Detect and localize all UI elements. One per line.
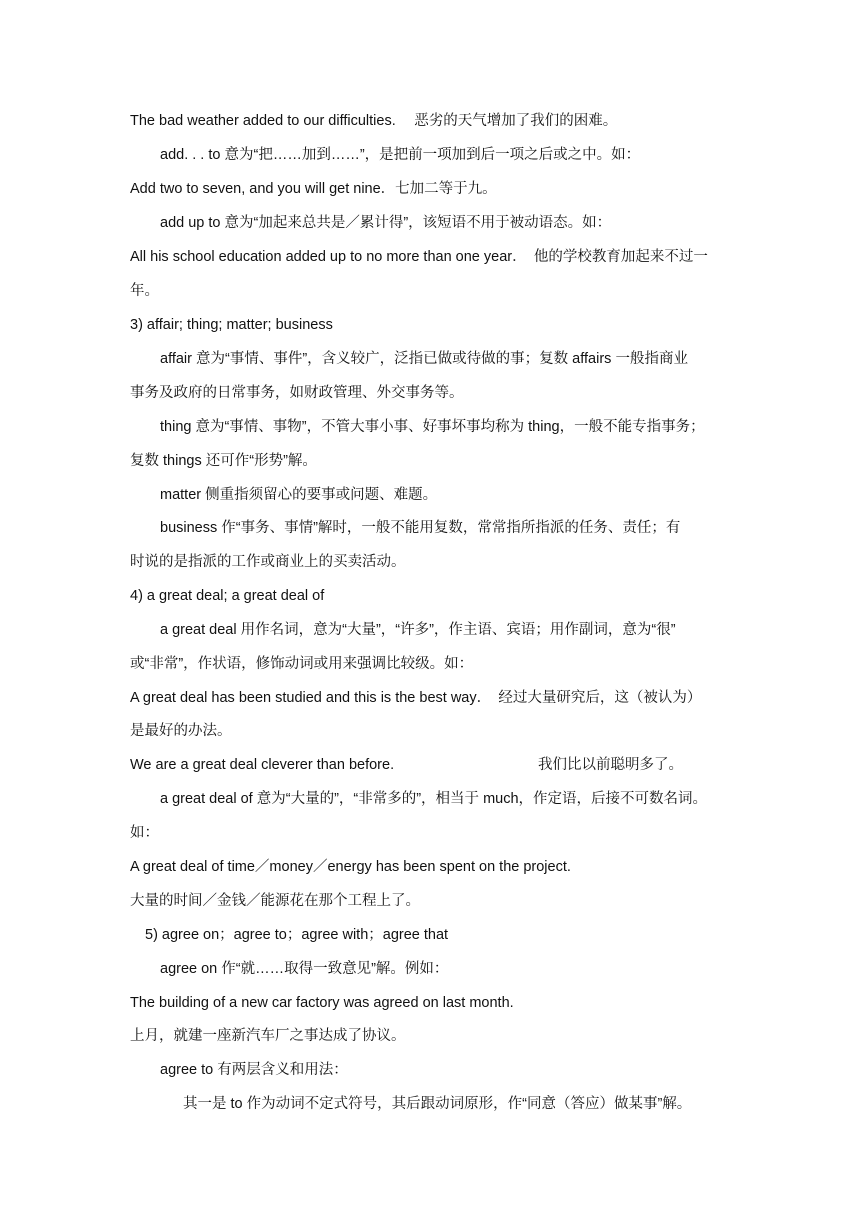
text-line: 大量的时间／金钱／能源花在那个工程上了。: [130, 893, 420, 909]
text-line: add. . . to 意为“把……加到……”，是把前一项加到后一项之后或之中。如：: [160, 147, 641, 163]
text-line: 上月，就建一座新汽车厂之事达成了协议。: [130, 1028, 406, 1044]
text-line: a great deal 用作名词，意为“大量”，“许多”，作主语、宾语；用作副词，意为“很”: [160, 622, 676, 638]
text-line: The bad weather added to our difficulties. 恶劣的天气增加了我们的困难。: [130, 113, 618, 129]
text-line: matter 侧重指须留心的要事或问题、难题。: [160, 487, 438, 503]
text-line: 其一是 to 作为动词不定式符号，其后跟动词原形，作“同意（答应）做某事”解。: [183, 1096, 692, 1112]
text-line: All his school education added up to no more than one year． 他的学校教育加起来不过一: [130, 249, 708, 265]
text-line: 如：: [130, 825, 159, 841]
text-line: Add two to seven, and you will get nine．七加二等于九。: [130, 181, 497, 197]
section-heading: 4) a great deal; a great deal of: [130, 588, 325, 604]
text-line: 或“非常”，作状语，修饰动词或用来强调比较级。如：: [130, 656, 474, 672]
text-line: 年。: [130, 283, 159, 299]
text-line: a great deal of 意为“大量的”，“非常多的”，相当于 much，作定语，后接不可数名词。: [160, 791, 708, 807]
text-line: 是最好的办法。: [130, 723, 232, 739]
text-line-translation: 我们比以前聪明多了。: [538, 757, 683, 773]
text-line: 事务及政府的日常事务，如财政管理、外交事务等。: [130, 385, 464, 401]
text-line: agree to 有两层含义和用法：: [160, 1062, 348, 1078]
text-line: We are a great deal cleverer than before.: [130, 757, 395, 773]
text-line: affair 意为“事情、事件”，含义较广，泛指已做或待做的事；复数 affairs 一般指商业: [160, 351, 688, 367]
text-line: A great deal has been studied and this is the best way． 经过大量研究后，这（被认为）: [130, 690, 702, 706]
text-line: thing 意为“事情、事物”，不管大事小事、好事坏事均称为 thing，一般不能专指事务；: [160, 419, 705, 435]
text-line: add up to 意为“加起来总共是／累计得”，该短语不用于被动语态。如：: [160, 215, 612, 231]
section-heading: 3) affair; thing; matter; business: [130, 317, 333, 333]
text-line: business 作“事务、事情”解时，一般不能用复数，常常指所指派的任务、责任；有: [160, 520, 681, 536]
section-heading: 5) agree on；agree to；agree with；agree that: [145, 927, 449, 943]
text-line: A great deal of time／money／energy has been spent on the project.: [130, 859, 571, 875]
text-line: 复数 things 还可作“形势”解。: [130, 453, 317, 469]
text-line: agree on 作“就……取得一致意见”解。例如：: [160, 961, 449, 977]
text-line: 时说的是指派的工作或商业上的买卖活动。: [130, 554, 406, 570]
text-line: The building of a new car factory was agreed on last month.: [130, 995, 514, 1011]
